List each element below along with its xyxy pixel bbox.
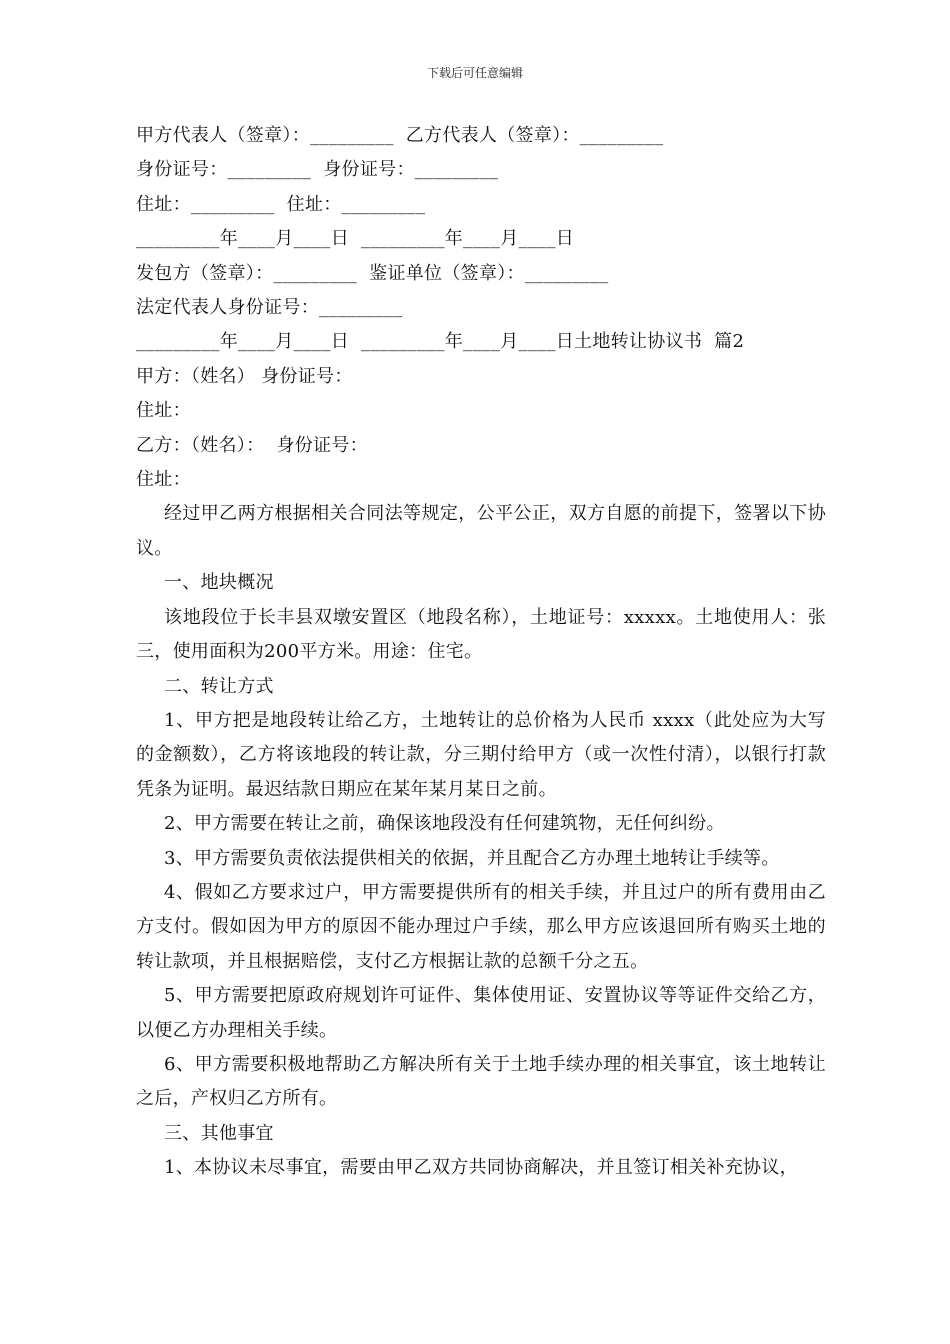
section-heading: 一、地块概况 <box>164 572 274 594</box>
clause-paragraph: 2、甲方需要在转让之前，确保该地段没有任何建筑物，无任何纠纷。 <box>164 813 725 835</box>
id-number-line: 身份证号：_________ 身份证号：_________ <box>136 159 499 181</box>
signature-line: 甲方代表人（签章）：_________ 乙方代表人（签章）：_________ <box>136 125 664 146</box>
date-title-line: _________年____月____日 _________年____月____日土地转让协议书 篇2 <box>136 331 745 353</box>
address-line: 住址：_________ 住址：_________ <box>136 193 426 215</box>
land-overview-paragraph: 该地段位于长丰县双墩安置区（地段名称），土地证号：xxxxx。土地使用人：张三，使用面积为200平方米。用途：住宅。 <box>136 606 826 663</box>
party-a-address-line: 住址： <box>136 400 191 422</box>
party-b-line: 乙方：（姓名）： 身份证号： <box>136 434 368 456</box>
date-line: _________年____月____日 _________年____月____日 <box>136 228 575 250</box>
document-body <box>136 119 826 1186</box>
contractor-signature-line: 发包方（签章）：_________ 鉴证单位（签章）：_________ <box>136 262 609 284</box>
section-heading: 二、转让方式 <box>164 675 274 697</box>
clause-paragraph: 4、假如乙方要求过户，甲方需要提供所有的相关手续，并且过户的所有费用由乙方支付。假如因为甲方的原因不能办理过户手续，那么甲方应该退回所有购买土地的转让款项，并且根据赔偿，支付乙方根据让款的总额千分之五。 <box>136 881 826 972</box>
legal-rep-id-line: 法定代表人身份证号：_________ <box>136 297 403 319</box>
section-heading: 三、其他事宜 <box>164 1122 274 1144</box>
party-b-address-line: 住址： <box>136 469 191 491</box>
clause-paragraph: 1、本协议未尽事宜，需要由甲乙双方共同协商解决，并且签订相关补充协议， <box>164 1157 798 1179</box>
party-a-line: 甲方：（姓名） 身份证号： <box>136 365 353 387</box>
preamble-paragraph: 经过甲乙两方根据相关合同法等规定，公平公正，双方自愿的前提下，签署以下协议。 <box>136 503 826 559</box>
page-header: 下载后可任意编辑 <box>426 66 523 80</box>
clause-paragraph: 3、甲方需要负责依法提供相关的依据，并且配合乙方办理土地转让手续等。 <box>164 847 780 869</box>
clause-paragraph: 6、甲方需要积极地帮助乙方解决所有关于土地手续办理的相关事宜，该土地转让之后，产权归乙方所有。 <box>136 1053 826 1110</box>
clause-paragraph: 5、甲方需要把原政府规划许可证件、集体使用证、安置协议等等证件交给乙方，以便乙方办理相关手续。 <box>136 985 826 1041</box>
clause-paragraph: 1、甲方把是地段转让给乙方，土地转让的总价格为人民币 xxxx（此处应为大写的金额数），乙方将该地段的转让款，分三期付给甲方（或一次性付清），以银行打款凭条为证明。最迟结款日期应在某年某月某日之前。 <box>136 709 826 800</box>
